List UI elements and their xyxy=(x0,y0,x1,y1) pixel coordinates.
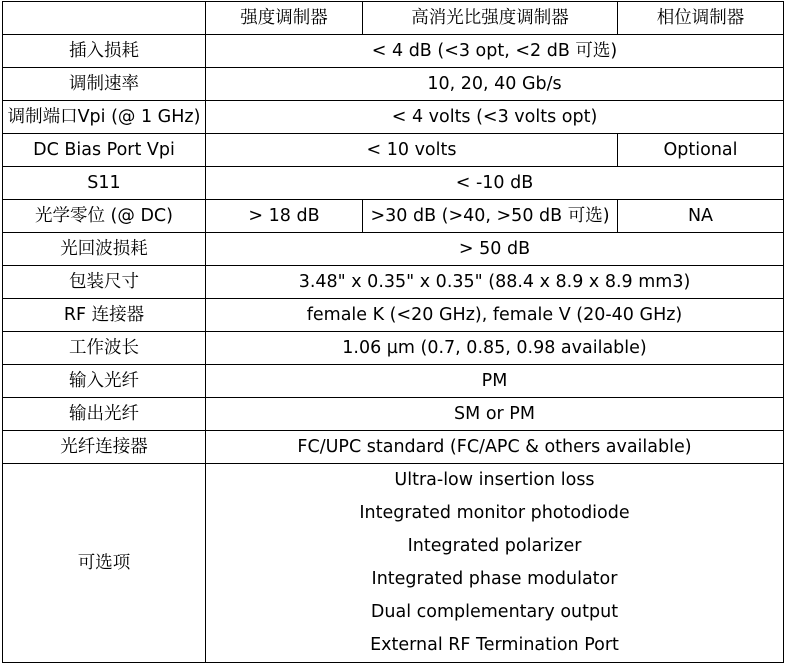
row-value: female K (<20 GHz), female V (20-40 GHz) xyxy=(206,299,784,332)
table-row-s11 xyxy=(3,167,784,200)
row-value: SM or PM xyxy=(206,398,784,431)
row-label: DC Bias Port Vpi xyxy=(3,134,206,167)
option-item: Integrated monitor photodiode xyxy=(359,503,630,523)
row-value: PM xyxy=(206,365,784,398)
row-value-high-er: >30 dB (>40, >50 dB 可选) xyxy=(363,200,618,233)
table-row-insertion-loss xyxy=(3,35,784,68)
row-value: FC/UPC standard (FC/APC & others available) xyxy=(206,431,784,464)
row-label: 输出光纤 xyxy=(3,398,206,431)
row-value: 1.06 µm (0.7, 0.85, 0.98 available) xyxy=(206,332,784,365)
row-value-phase: Optional xyxy=(618,134,784,167)
row-label: 可选项 xyxy=(3,464,206,663)
row-label: 输入光纤 xyxy=(3,365,206,398)
row-label: 工作波长 xyxy=(3,332,206,365)
option-item: Integrated phase modulator xyxy=(371,569,618,589)
table-row-vpi xyxy=(3,101,784,134)
row-value: 3.48" x 0.35" x 0.35" (88.4 x 8.9 x 8.9 mm3) xyxy=(206,266,784,299)
row-value-intensity: < 10 volts xyxy=(206,134,618,167)
table-row-rf-connector xyxy=(3,299,784,332)
options-list xyxy=(206,464,784,663)
row-label: 调制速率 xyxy=(3,68,206,101)
row-label: 光回波损耗 xyxy=(3,233,206,266)
row-label: RF 连接器 xyxy=(3,299,206,332)
table-row-options xyxy=(3,464,784,663)
row-label: 插入损耗 xyxy=(3,35,206,68)
table-row-package xyxy=(3,266,784,299)
table-row-return-loss xyxy=(3,233,784,266)
row-label: 光纤连接器 xyxy=(3,431,206,464)
option-item: Dual complementary output xyxy=(370,602,619,622)
header-phase-modulator: 相位调制器 xyxy=(618,2,784,35)
table-row-extinction xyxy=(3,200,784,233)
table-row-modulation-rate xyxy=(3,68,784,101)
row-value-intensity: > 18 dB xyxy=(206,200,363,233)
header-intensity-modulator: 强度调制器 xyxy=(206,2,363,35)
header-row xyxy=(3,2,784,35)
row-value: > 50 dB xyxy=(206,233,784,266)
option-item: Ultra-low insertion loss xyxy=(394,470,595,490)
table-row-wavelength xyxy=(3,332,784,365)
spec-table xyxy=(2,1,784,663)
option-item: External RF Termination Port xyxy=(370,635,619,655)
table-row-input-fiber xyxy=(3,365,784,398)
row-label: 调制端口Vpi (@ 1 GHz) xyxy=(3,101,206,134)
table-row-fiber-connector xyxy=(3,431,784,464)
option-item: Integrated polarizer xyxy=(407,536,582,556)
header-high-er-modulator: 高消光比强度调制器 xyxy=(363,2,618,35)
row-label: 包装尺寸 xyxy=(3,266,206,299)
row-value: < 4 dB (<3 opt, <2 dB 可选) xyxy=(206,35,784,68)
row-label: S11 xyxy=(3,167,206,200)
header-corner xyxy=(3,2,206,35)
row-value: < -10 dB xyxy=(206,167,784,200)
row-value: 10, 20, 40 Gb/s xyxy=(206,68,784,101)
row-label: 光学零位 (@ DC) xyxy=(3,200,206,233)
row-value-phase: NA xyxy=(618,200,784,233)
table-row-output-fiber xyxy=(3,398,784,431)
row-value: < 4 volts (<3 volts opt) xyxy=(206,101,784,134)
table-row-dc-bias xyxy=(3,134,784,167)
